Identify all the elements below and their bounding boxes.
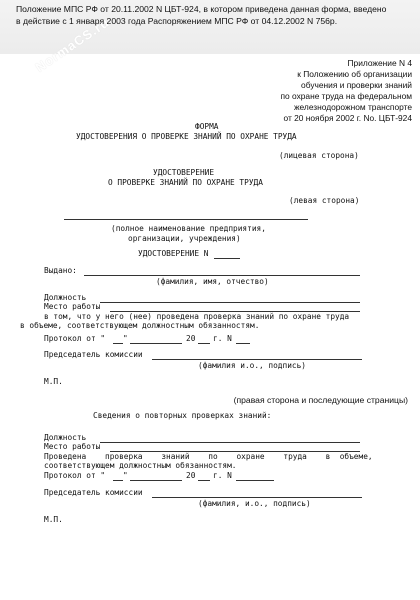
repeat-protocol-quote: "	[123, 471, 128, 480]
appendix-line: обучения и проверки знаний	[301, 80, 412, 90]
certificate-title: УДОСТОВЕРЕНИЕ	[153, 168, 215, 177]
certificate-subtitle: О ПРОВЕРКЕ ЗНАНИЙ ПО ОХРАНЕ ТРУДА	[108, 178, 263, 187]
watermark-text: NormaCS.ru	[32, 14, 113, 75]
chairman-caption: (фамилия и.о., подпись)	[198, 361, 306, 370]
repeat-position-field[interactable]	[100, 442, 360, 443]
repeat-protocol-number-label: г. N	[213, 471, 232, 480]
issued-label: Выдано:	[44, 266, 77, 275]
position-label: Должность	[44, 293, 87, 302]
repeat-protocol-year-prefix: 20	[186, 471, 196, 480]
protocol-month-field[interactable]	[130, 343, 182, 344]
front-side-label: (лицевая сторона)	[279, 151, 359, 160]
repeat-protocol-label: Протокол от "	[44, 471, 106, 480]
organization-caption: (полное наименование предприятия,	[111, 224, 266, 233]
form-title: ФОРМА	[195, 122, 219, 131]
issued-to-field[interactable]	[84, 275, 360, 276]
repeat-check-text: Проведена проверка знаний по охране труда в объеме,	[44, 452, 373, 461]
certificate-number-label: УДОСТОВЕРЕНИЕ N	[138, 249, 209, 258]
check-text: в том, что у него (нее) проведена проверка знаний по охране труда	[44, 312, 350, 321]
appendix-line: железнодорожном транспорте	[293, 102, 412, 112]
protocol-label: Протокол от "	[44, 334, 106, 343]
repeat-chairman-field[interactable]	[152, 497, 362, 498]
protocol-year-field[interactable]	[198, 343, 210, 344]
appendix-line: Приложение N 4	[347, 58, 412, 68]
check-text-2: в объеме, соответствующем должностным обязанностям.	[20, 321, 260, 330]
repeat-protocol-number-field[interactable]	[236, 480, 274, 481]
appendix-line: по охране труда на федеральном	[280, 91, 412, 101]
repeat-chairman-label: Председатель комиссии	[44, 488, 143, 497]
form-subtitle: УДОСТОВЕРЕНИЯ О ПРОВЕРКЕ ЗНАНИЙ ПО ОХРАНЕ ТРУДА	[76, 132, 297, 141]
right-side-label: (правая сторона и последующие страницы)	[233, 395, 408, 405]
organization-field[interactable]	[64, 219, 308, 220]
repeat-workplace-label: Место работы	[44, 442, 101, 451]
repeat-checks-title: Сведения о повторных проверках знаний:	[93, 411, 272, 420]
repeat-check-text-2: соответствующем должностным обязанностям.	[44, 461, 237, 470]
header-note: Положение МПС РФ от 20.11.2002 N ЦБТ-924, в котором приведена данная форма, введено в действие с 1 января 2003 года Распоряжением МПС РФ от 04.12.2002 N 756р.	[16, 4, 387, 26]
organization-caption-2: организации, учреждения)	[128, 234, 241, 243]
appendix-line: к Положению об организации	[297, 69, 412, 79]
protocol-day-field[interactable]	[113, 343, 123, 344]
fio-caption: (фамилия, имя, отчество)	[156, 277, 269, 286]
stamp-label: М.П.	[44, 377, 63, 386]
protocol-number-label: г. N	[213, 334, 232, 343]
chairman-field[interactable]	[152, 359, 362, 360]
repeat-protocol-year-field[interactable]	[198, 480, 210, 481]
certificate-number-field[interactable]	[214, 258, 240, 259]
repeat-protocol-day-field[interactable]	[113, 480, 123, 481]
repeat-protocol-month-field[interactable]	[130, 480, 182, 481]
protocol-quote: "	[123, 334, 128, 343]
repeat-position-label: Должность	[44, 433, 87, 442]
repeat-stamp-label: М.П.	[44, 515, 63, 524]
protocol-number-field[interactable]	[236, 343, 250, 344]
protocol-year-prefix: 20	[186, 334, 196, 343]
appendix-line: от 20 ноября 2002 г. No. ЦБТ-924	[283, 113, 412, 123]
left-side-label: (левая сторона)	[289, 196, 360, 205]
position-field[interactable]	[100, 302, 360, 303]
appendix-block	[212, 58, 412, 124]
chairman-label: Председатель комиссии	[44, 350, 143, 359]
repeat-chairman-caption: (фамилия, и.о., подпись)	[198, 499, 311, 508]
workplace-label: Место работы	[44, 302, 101, 311]
